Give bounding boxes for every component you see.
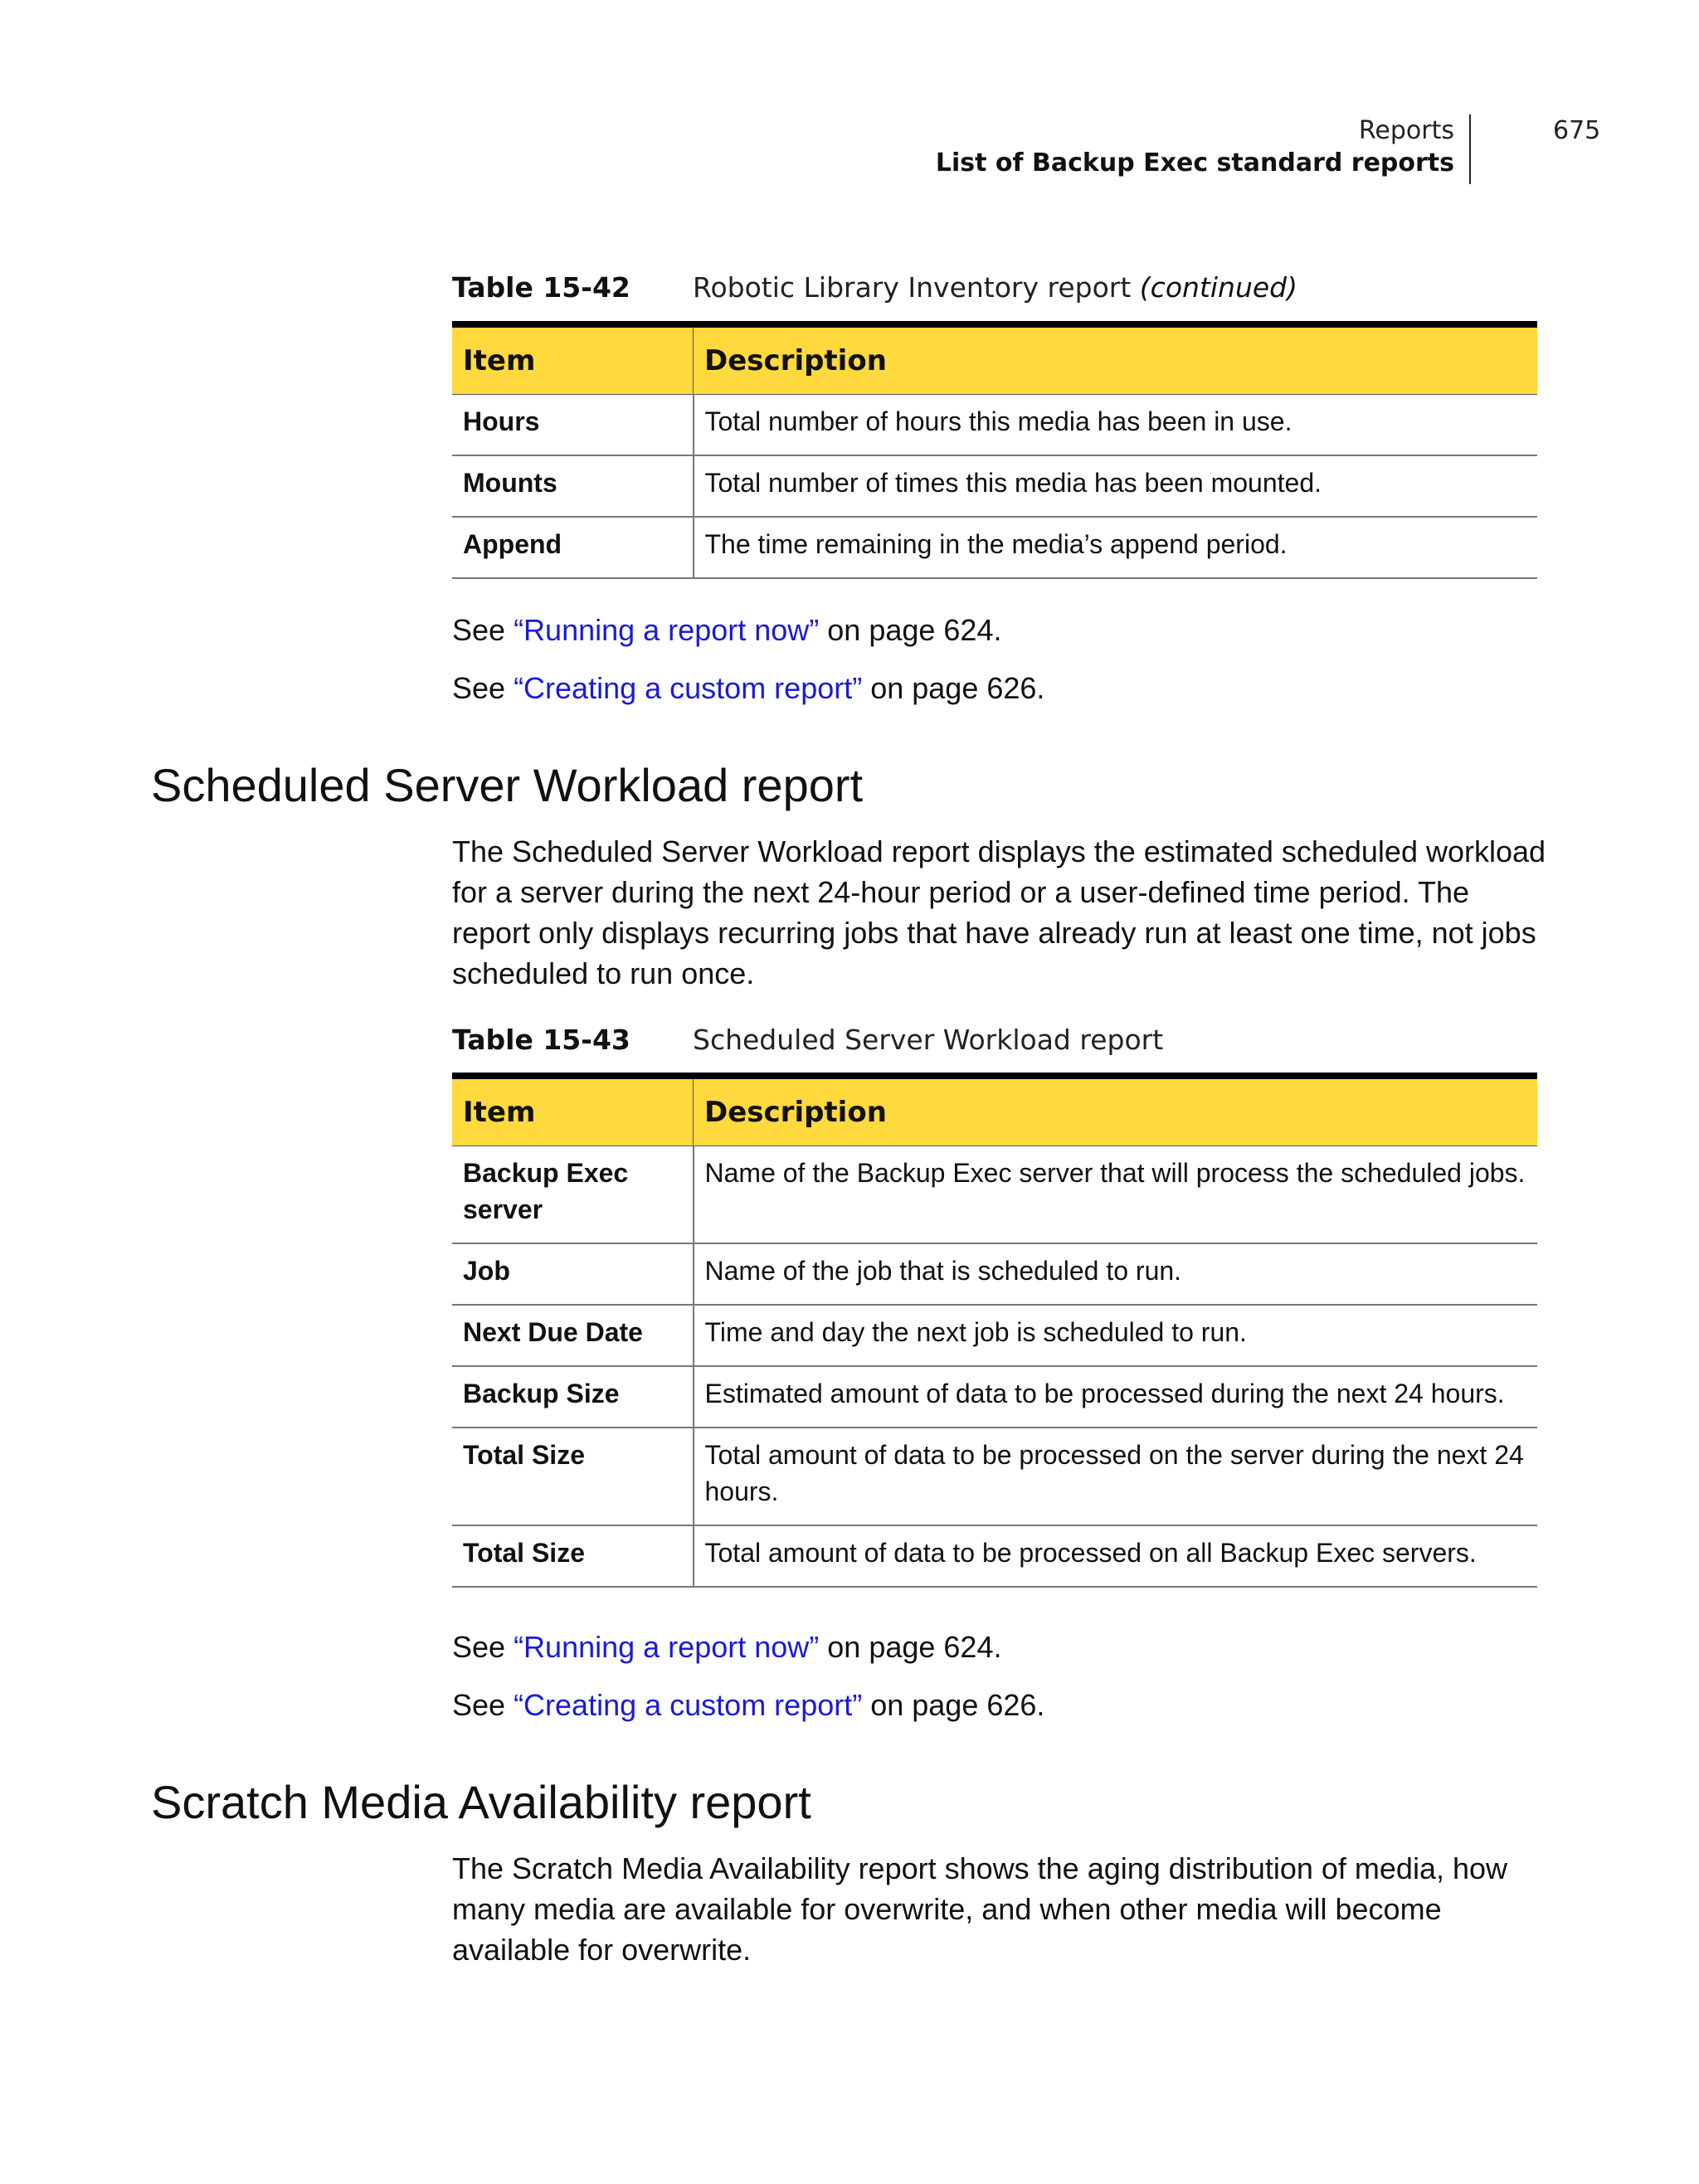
table-continued: (continued) — [1139, 271, 1297, 304]
row-item: Total Size — [452, 1428, 694, 1525]
see-also-line: See “Running a report now” on page 624. — [452, 613, 1002, 647]
table-row — [452, 517, 1537, 578]
cross-reference-link[interactable]: “Running a report now” — [514, 613, 820, 647]
cross-reference-link[interactable]: “Running a report now” — [514, 1630, 820, 1664]
row-description: Time and day the next job is scheduled to run. — [694, 1305, 1538, 1366]
column-header-description: Description — [694, 324, 1538, 395]
section-paragraph: The Scratch Media Availability report shows the aging distribution of media, how many media are available for overwrite, and when other media will become available for overwrite. — [452, 1851, 1508, 1967]
row-item: Hours — [452, 395, 694, 456]
page-number: 675 — [1553, 116, 1601, 145]
section-heading: Scratch Media Availability report — [151, 1776, 811, 1828]
row-item: Backup Size — [452, 1366, 694, 1428]
table-number: Table 15-42 — [452, 271, 630, 304]
section-name: List of Backup Exec standard reports — [935, 148, 1454, 178]
table-row — [452, 395, 1537, 456]
row-item: Backup Exec server — [452, 1146, 694, 1244]
table-row — [452, 1525, 1537, 1587]
table-row — [452, 1366, 1537, 1428]
row-description: Estimated amount of data to be processed during the next 24 hours. — [694, 1366, 1538, 1428]
row-description: Total number of times this media has been mounted. — [694, 455, 1538, 517]
row-item: Append — [452, 517, 694, 578]
row-description: Total amount of data to be processed on all Backup Exec servers. — [694, 1525, 1538, 1587]
row-item: Total Size — [452, 1525, 694, 1587]
row-item: Mounts — [452, 455, 694, 517]
table-robotic-library-inventory — [452, 321, 1537, 579]
table-row — [452, 1243, 1537, 1305]
running-header-text — [936, 114, 1471, 184]
running-header — [935, 114, 1539, 184]
see-also-line: See “Creating a custom report” on page 626. — [452, 1688, 1045, 1722]
table-header-row — [452, 1076, 1537, 1146]
row-item: Next Due Date — [452, 1305, 694, 1366]
row-description: Total amount of data to be processed on the server during the next 24 hours. — [694, 1428, 1538, 1525]
table-number: Table 15-43 — [452, 1024, 630, 1056]
table-scheduled-server-workload — [452, 1073, 1537, 1588]
section-heading: Scheduled Server Workload report — [151, 759, 864, 811]
table-row — [452, 1428, 1537, 1525]
column-header-description: Description — [694, 1076, 1538, 1146]
see-also-line: See “Creating a custom report” on page 626. — [452, 671, 1045, 705]
table-title: Scheduled Server Workload report — [693, 1024, 1164, 1056]
table-title: Robotic Library Inventory report — [693, 271, 1132, 304]
column-header-item: Item — [452, 324, 694, 395]
row-description: The time remaining in the media’s append period. — [694, 517, 1538, 578]
table-caption-15-42 — [452, 271, 1297, 304]
cross-reference-link[interactable]: “Creating a custom report” — [514, 1688, 863, 1722]
row-item: Job — [452, 1243, 694, 1305]
table-row — [452, 1146, 1537, 1244]
table-caption-15-43 — [452, 1024, 1163, 1057]
row-description: Name of the job that is scheduled to run. — [694, 1243, 1538, 1305]
table-header-row — [452, 324, 1537, 395]
table-row — [452, 1305, 1537, 1366]
row-description: Name of the Backup Exec server that will process the scheduled jobs. — [694, 1146, 1538, 1244]
table-row — [452, 455, 1537, 517]
row-description: Total number of hours this media has been in use. — [694, 395, 1538, 456]
cross-reference-link[interactable]: “Creating a custom report” — [514, 671, 863, 705]
see-also-line: See “Running a report now” on page 624. — [452, 1630, 1002, 1664]
column-header-item: Item — [452, 1076, 694, 1146]
chapter-name: Reports — [1358, 116, 1454, 145]
section-paragraph: The Scheduled Server Workload report displays the estimated scheduled workload for a server during the next 24-hour period or a user-defined time period. The report only displays recurring jobs that have already run at least one time, not jobs scheduled to run once. — [452, 834, 1546, 990]
